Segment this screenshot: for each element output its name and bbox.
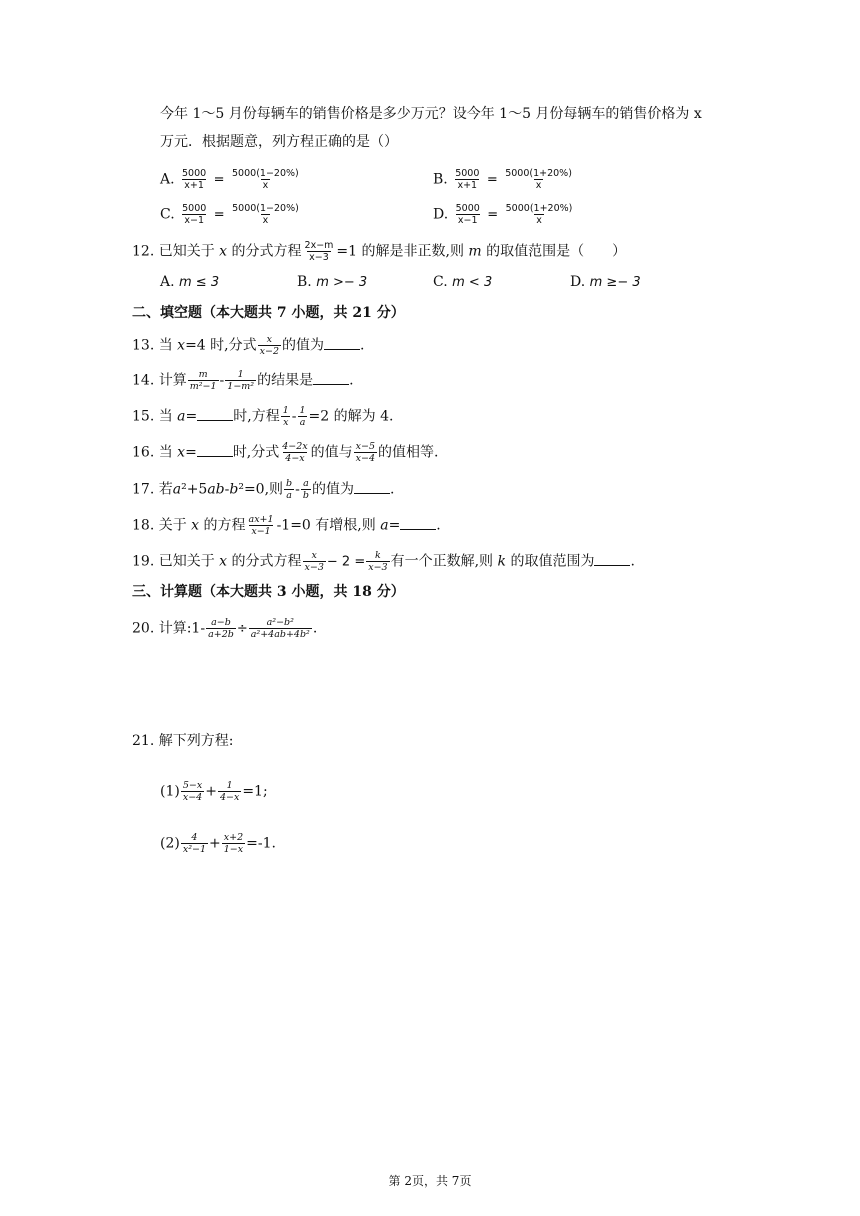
question-number: 18. [132, 517, 155, 534]
numerator: x [311, 550, 317, 561]
question-text: ²+5 [181, 481, 208, 498]
question-21 [132, 731, 233, 751]
option-label: D. [433, 206, 449, 223]
option-value: m >− 3 [316, 275, 368, 290]
answer-blank [324, 335, 360, 350]
equals-sign: = [213, 172, 225, 188]
denominator: x−4 [355, 453, 376, 464]
fraction [303, 550, 326, 573]
fraction [303, 240, 336, 263]
question-text: ²=0,则 [238, 481, 284, 498]
question-text: =-1. [246, 835, 276, 852]
question-text: =1; [242, 783, 268, 800]
numerator: ax+1 [248, 514, 274, 525]
question-text: . [312, 620, 318, 637]
denominator: x [262, 215, 269, 226]
answer-blank [313, 370, 349, 385]
variable: k [497, 553, 506, 570]
question-text: 的取值范围为 [506, 553, 595, 570]
operator: + [205, 783, 217, 800]
fraction [188, 369, 219, 392]
question-text: =1 的解是非正数,则 [336, 243, 469, 260]
option-label: A. [160, 171, 175, 188]
operator: - [295, 481, 300, 498]
numerator: 5000(1−20%) [232, 168, 299, 179]
denominator: a [286, 490, 292, 501]
part-label: (2) [160, 835, 180, 852]
operator: - [291, 408, 297, 425]
fraction [298, 405, 308, 428]
fraction [284, 478, 294, 501]
answer-blank [400, 515, 436, 530]
denominator: 4−x [285, 453, 305, 464]
answer-blank [594, 551, 630, 566]
question-13 [132, 334, 364, 357]
fraction [218, 780, 241, 803]
numerator: 4−2x [282, 441, 308, 452]
fraction [181, 780, 204, 803]
option-12-b [297, 272, 367, 293]
section-heading-fill-in: 二、填空题（本大题共 7 小题，共 21 分） [132, 305, 405, 321]
question-text: 的值与 [310, 444, 353, 461]
fraction [181, 832, 208, 855]
question-number: 19. [132, 553, 155, 570]
question-text: 已知关于 [158, 243, 220, 260]
numerator: x−5 [355, 441, 376, 452]
question-text: . [389, 481, 395, 498]
numerator: a−b [211, 617, 231, 628]
question-text: 的值相等. [378, 444, 439, 461]
numerator: x+2 [223, 832, 244, 843]
question-text: 若 [158, 481, 173, 498]
option-label: C. [433, 274, 448, 290]
numerator: 1 [237, 369, 244, 380]
option-12-d [570, 272, 641, 293]
question-text: 当 [158, 337, 178, 354]
fraction [281, 405, 291, 428]
question-text: . [630, 553, 635, 570]
question-21-part-1 [160, 780, 268, 803]
equals-sign: = [486, 172, 498, 188]
numerator: 5000 [455, 203, 480, 214]
denominator: 1−x [223, 844, 244, 855]
answer-blank [354, 479, 390, 494]
variable: m [468, 243, 482, 260]
question-text: 当 [158, 444, 178, 461]
numerator: k [375, 550, 381, 561]
fraction [354, 441, 377, 464]
question-text: 的方程 [199, 517, 246, 534]
numerator: 1 [282, 405, 289, 416]
option-value: m ≥− 3 [589, 275, 641, 290]
numerator: a [303, 478, 309, 489]
option-11-d [433, 203, 575, 226]
question-text: =4 时,分式 [185, 337, 257, 354]
variable: x [191, 517, 200, 534]
question-text: 已知关于 [158, 553, 220, 570]
option-12-a [160, 272, 219, 293]
fraction [504, 203, 575, 226]
denominator: x [283, 417, 289, 428]
numerator: 5−x [182, 780, 203, 791]
question-text: 的值为 [282, 337, 324, 354]
option-label: B. [297, 274, 312, 290]
numerator: 2x−m [304, 240, 334, 251]
numerator: 5000 [182, 203, 207, 214]
question-text: 有一个正数解,则 [390, 553, 498, 570]
numerator: a²−b² [266, 617, 294, 628]
denominator: x+1 [184, 180, 204, 191]
question-number: 20. [132, 620, 155, 637]
denominator: x−1 [251, 526, 271, 537]
fraction [180, 168, 208, 191]
operator: - [224, 481, 230, 498]
fraction [247, 514, 276, 537]
question-text: = [185, 408, 198, 425]
fraction [222, 832, 245, 855]
question-text: . [349, 372, 354, 389]
denominator: x+1 [457, 180, 478, 191]
question-number: 16. [132, 444, 155, 461]
fraction [301, 478, 311, 501]
numerator: x [266, 334, 272, 345]
equals-sign: = [487, 207, 499, 223]
operator: + [209, 835, 221, 852]
denominator: a [299, 417, 306, 428]
denominator: x−1 [457, 215, 478, 226]
denominator: x [262, 180, 269, 191]
variable: x [219, 243, 228, 260]
question-text: 解下列方程: [158, 733, 234, 749]
numerator: b [286, 478, 293, 489]
fraction [206, 617, 236, 640]
question-text: . [360, 337, 365, 354]
variable: b [229, 481, 239, 498]
question-text: 时,分式 [232, 444, 280, 461]
operator: ÷ [236, 621, 248, 637]
question-text: 关于 [158, 517, 192, 534]
numerator: m [198, 369, 208, 380]
question-12 [132, 240, 626, 263]
denominator: a+2b [208, 629, 234, 640]
option-label: A. [160, 274, 175, 290]
question-16 [132, 441, 439, 464]
question-text: 的分式方程 [227, 553, 302, 570]
answer-blank [197, 406, 233, 421]
variable: a [172, 481, 182, 498]
fraction [258, 334, 281, 357]
page-footer: 第 2页，共 7页 [388, 1174, 472, 1188]
fraction [453, 168, 481, 191]
variable: x [177, 444, 186, 461]
question-text: = [185, 444, 197, 461]
question-text: 的值为 [311, 481, 354, 498]
numerator: 1 [299, 405, 306, 416]
section-heading-calculation: 三、计算题（本大题共 3 小题，共 18 分） [132, 584, 405, 600]
denominator: x [536, 215, 542, 226]
question-text: -1=0 有增根,则 [276, 517, 381, 534]
question-number: 14. [132, 372, 155, 389]
fraction [366, 550, 389, 573]
question-14 [132, 369, 354, 392]
denominator: a²+4ab+4b² [250, 629, 310, 640]
operator: − 2 = [326, 554, 366, 570]
question-text: 计算:1- [158, 620, 206, 637]
denominator: x−3 [309, 252, 329, 263]
question-18 [132, 514, 441, 537]
question-20 [132, 617, 317, 640]
option-label: B. [433, 171, 448, 188]
numerator: 5000(1+20%) [505, 168, 572, 179]
option-label: D. [570, 274, 586, 290]
question-11-text-line2: 万元．根据题意，列方程正确的是（） [160, 134, 398, 150]
part-label: (1) [160, 783, 180, 800]
variable: a [380, 517, 389, 534]
question-text: 的分式方程 [227, 243, 302, 260]
option-11-c [160, 203, 302, 226]
question-text: 计算 [158, 372, 187, 389]
question-text: 时,方程 [233, 408, 280, 425]
question-17 [132, 478, 394, 501]
fraction [225, 369, 256, 392]
fraction [249, 617, 312, 640]
denominator: x²−1 [182, 844, 207, 855]
fraction [503, 168, 574, 191]
question-number: 13. [132, 337, 155, 354]
variable: x [219, 553, 228, 570]
operator: - [219, 372, 225, 389]
denominator: x−2 [259, 346, 279, 357]
option-11-a [160, 168, 302, 191]
question-19 [132, 550, 635, 573]
denominator: b [302, 490, 309, 501]
question-text: . [436, 517, 441, 534]
question-text: 的取值范围是（ ） [481, 243, 627, 260]
variable: ab [207, 481, 225, 498]
numerator: 1 [226, 780, 233, 791]
denominator: x−3 [368, 562, 388, 573]
question-11-text-line1: 今年 1～5 月份每辆车的销售价格是多少万元？设今年 1～5 月份每辆车的销售价格为 x [160, 106, 702, 122]
question-15 [132, 405, 393, 428]
fraction [230, 168, 301, 191]
numerator: 5000 [182, 168, 207, 179]
question-number: 12. [132, 243, 155, 260]
option-11-b [433, 168, 575, 191]
denominator: m²−1 [189, 381, 217, 392]
option-value: m ≤ 3 [179, 275, 220, 290]
variable: x [177, 337, 186, 354]
option-label: C. [160, 206, 175, 223]
question-number: 17. [132, 481, 155, 498]
fraction [230, 203, 301, 226]
numerator: 4 [191, 832, 198, 843]
question-text: 的结果是 [257, 372, 314, 389]
question-number: 21. [132, 733, 155, 749]
denominator: x−4 [182, 792, 203, 803]
question-text: = [388, 517, 401, 534]
option-12-c [433, 272, 492, 293]
fraction [454, 203, 482, 226]
numerator: 5000 [455, 168, 480, 179]
question-text: 当 [158, 408, 178, 425]
answer-blank [197, 442, 233, 457]
numerator: 5000(1+20%) [505, 203, 573, 214]
equals-sign: = [213, 207, 225, 223]
question-number: 15. [132, 408, 155, 425]
question-text: =2 的解为 4. [308, 408, 394, 425]
fraction [280, 441, 309, 464]
numerator: 5000(1−20%) [232, 203, 299, 214]
denominator: 4−x [219, 792, 240, 803]
question-21-part-2 [160, 832, 276, 855]
denominator: x−1 [184, 215, 205, 226]
denominator: x [535, 180, 542, 191]
option-value: m < 3 [452, 275, 493, 290]
fraction [180, 203, 208, 226]
denominator: x−3 [304, 562, 324, 573]
variable: a [177, 408, 186, 425]
denominator: 1−m² [227, 381, 255, 392]
